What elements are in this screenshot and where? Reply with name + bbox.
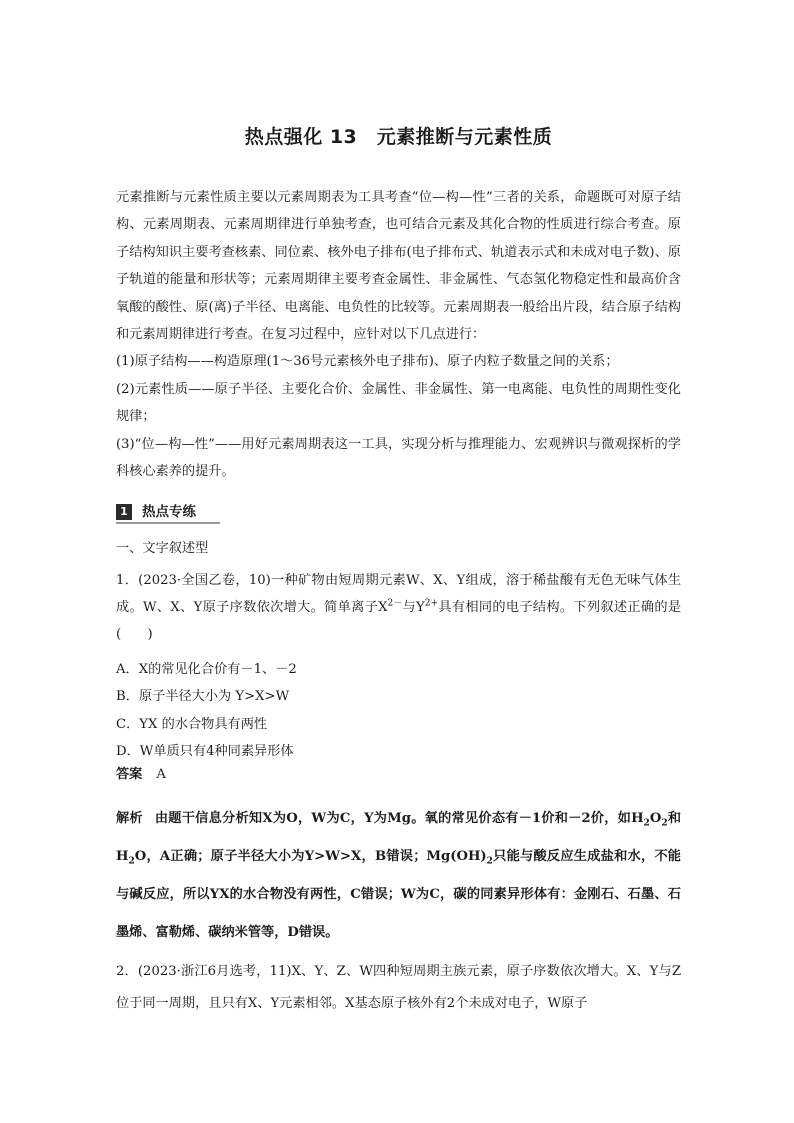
choice-a: A．X的常见化合价有－1、－2 bbox=[116, 662, 297, 677]
analysis-sub-1: 2 bbox=[643, 818, 650, 829]
answer-label: 答案 bbox=[116, 767, 143, 782]
analysis-sub-2: 2 bbox=[661, 818, 668, 829]
analysis-body bbox=[116, 811, 681, 940]
choice-c: C．YX 的水合物具有两性 bbox=[116, 716, 268, 732]
analysis-label: 解析 bbox=[116, 811, 143, 826]
analysis-part-b: O bbox=[649, 811, 662, 826]
q1-stem-sup-1: 2－ bbox=[387, 598, 403, 609]
q1-stem-part-a: 1．(2023·全国乙卷，10)一种矿物由短周期元素W、X、Y组成，溶于稀盐酸有无色无味气体生成。W、X、Y原子序数依次增大。简单离子X bbox=[116, 573, 681, 615]
analysis-sub-4: 2 bbox=[486, 856, 493, 867]
intro-paragraph: 元素推断与元素性质主要以元素周期表为工具考查“位—构—性”三者的关系，命题既可对原子结构、元素周期表、元素周期律进行单独考查，也可结合元素及其化合物的性质进行综合考查。原子结构知识主要考查核素、同位素、核外电子排布(电子排布式、轨道表示式和未成对电子数)、原子轨道的能量和形状等；元素周期律主要考查金属性、非金属性、气态氢化物稳定性和最高价含氧酸的酸性、原(离)子半径、电离能、电负性的比较等。元素周期表一般给出片段，结合原子结构和元素周期律进行考查。在复习过程中，应针对以下几点进行： bbox=[116, 190, 681, 343]
section-underline bbox=[116, 522, 220, 524]
analysis-part-a: 由题干信息分析知X为O，W为C，Y为Mg。氧的常见价态有－1价和－2价，如H bbox=[154, 811, 644, 826]
intro-point-1: (1)原子结构——构造原理(1～36号元素核外电子排布)、原子内粒子数量之间的关系； bbox=[116, 354, 619, 370]
subsection-heading: 一、文字叙述型 bbox=[116, 541, 209, 556]
page-title: 热点强化 13 元素推断与元素性质 bbox=[244, 126, 553, 148]
intro-point-2: (2)元素性质——原子半径、主要化合价、金属性、非金属性、第一电离能、电负性的周期性变化规律； bbox=[116, 381, 681, 425]
intro-point-3: (3)“位—构—性”——用好元素周期表这一工具，实现分析与推理能力、宏观辨识与微观探析的学科核心素养的提升。 bbox=[116, 436, 681, 480]
analysis-sub-3: 2 bbox=[128, 856, 135, 867]
choice-d: D．W单质只有4种同素异形体 bbox=[116, 744, 294, 760]
question-1-answer bbox=[116, 766, 166, 784]
q1-stem-sup-2: 2+ bbox=[424, 598, 439, 609]
q1-stem-part-b: 与Y bbox=[402, 600, 425, 615]
analysis-part-d: O，A正确；原子半径大小为Y>W>X，B错误；Mg(OH) bbox=[134, 849, 487, 864]
question-1-analysis bbox=[116, 800, 681, 952]
answer-value: A bbox=[156, 767, 166, 782]
q2-stem-text: 2．(2023·浙江6月选考，11)X、Y、Z、W四种短周期主族元素，原子序数依次增大。X、Y与Z位于同一周期，且只有X、Y元素相邻。X基态原子核外有2个未成对电子，W原子 bbox=[116, 964, 681, 1011]
choice-b: B．原子半径大小为 Y>X>W bbox=[116, 689, 290, 705]
section-label: 热点专练 bbox=[142, 504, 196, 520]
question-1-choices bbox=[116, 656, 297, 766]
question-2-stem bbox=[116, 956, 681, 1020]
question-1-stem bbox=[116, 567, 681, 648]
section-number-badge: 1 bbox=[116, 504, 132, 520]
analysis-part-e: 只能与酸反应生成盐和水，不能与碱反应，所以YX的水合物没有两性，C错误；W为C，碳的同素异形体有：金刚石、石墨、石墨烯、富勒烯、碳纳米管等，D错误。 bbox=[116, 849, 681, 940]
intro-section bbox=[116, 184, 681, 485]
section-header bbox=[116, 503, 220, 523]
q1-stem-part-c: 具有相同的电子结构。下列叙述正确的是( ) bbox=[116, 600, 682, 642]
analysis-part-c: 和H bbox=[116, 811, 682, 864]
